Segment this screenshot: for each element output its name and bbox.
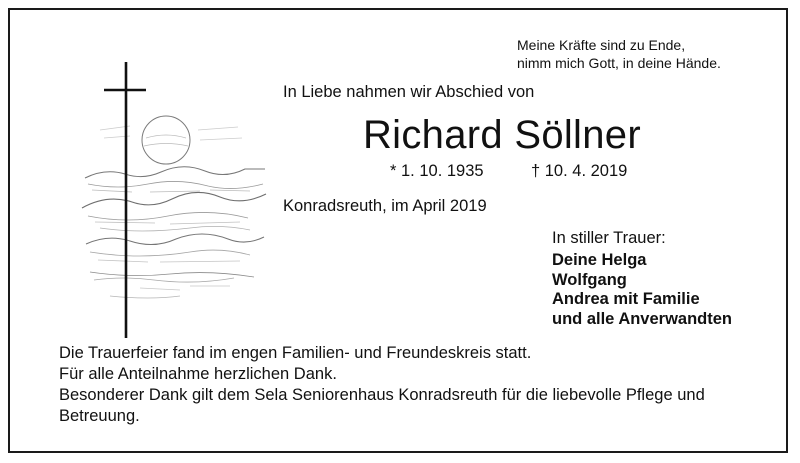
place-date: Konradsreuth, im April 2019 — [283, 197, 487, 215]
mourner-item: Deine Helga — [552, 251, 647, 269]
mourner-item: Wolfgang — [552, 270, 627, 289]
mourners-label: In stiller Trauer: — [552, 229, 666, 247]
footer-line-1: Die Trauerfeier fand im engen Familien- und Freundeskreis statt. — [59, 344, 532, 362]
footer-line-2: Für alle Anteilnahme herzlichen Dank. — [59, 365, 337, 383]
deceased-name: Richard Söllner — [363, 113, 641, 157]
motto-verse — [517, 36, 721, 72]
footer-line-3: Besonderer Dank gilt dem Sela Seniorenhaus Konradsreuth für die liebevolle Pflege und Betreuung. — [59, 386, 705, 425]
moon-icon — [142, 116, 190, 164]
intro-text: In Liebe nahmen wir Abschied von — [283, 83, 535, 101]
mourner-item: Andrea mit Familie — [552, 290, 700, 308]
death-date: † 10. 4. 2019 — [531, 162, 628, 180]
motto-line-2: nimm mich Gott, in deine Hände. — [517, 55, 721, 71]
mourner-item: und alle Anverwandten — [552, 309, 733, 328]
footer-text — [59, 343, 759, 427]
motto-line-1: Meine Kräfte sind zu Ende, — [517, 37, 686, 53]
cross-landscape-illustration — [80, 60, 270, 340]
cross-icon — [104, 62, 146, 338]
mourners-list — [552, 251, 732, 329]
landscape-sketch — [82, 116, 266, 298]
birth-date: * 1. 10. 1935 — [390, 162, 484, 180]
